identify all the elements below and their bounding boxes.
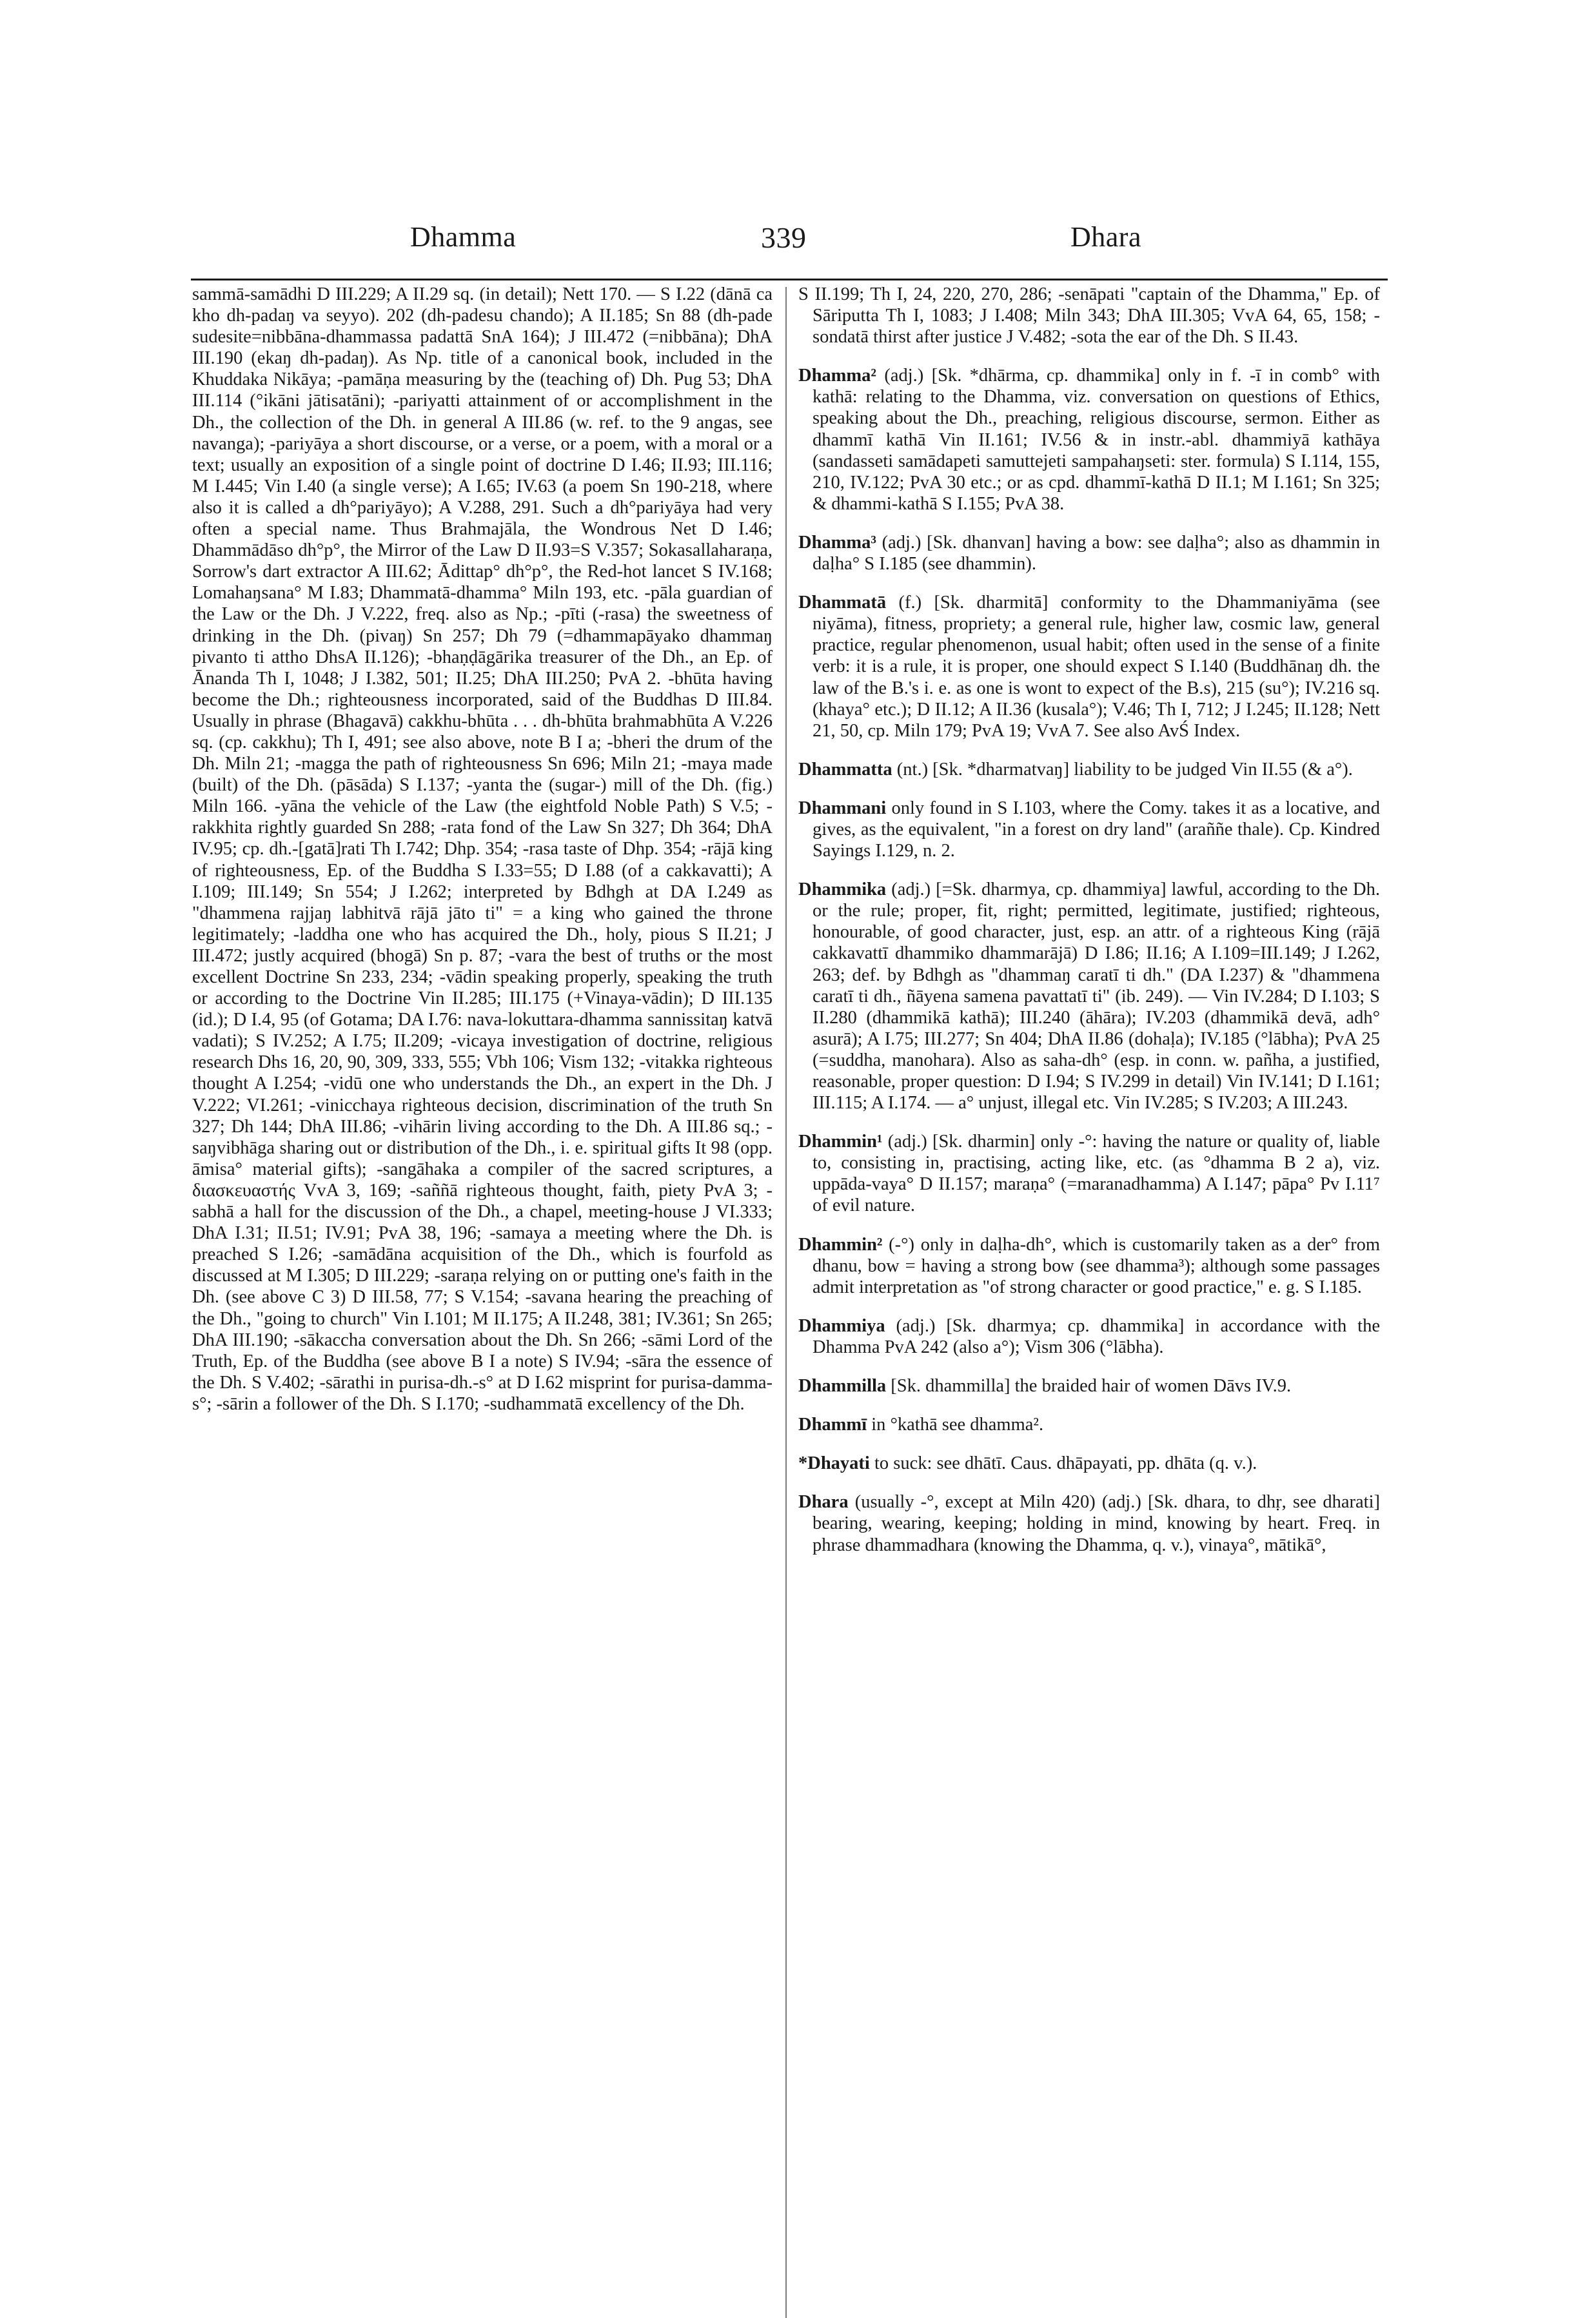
entry-definition: (-°) only in daḷha-dh°, which is customarily taken as a der° from dhanu, bow = having a strong bow (see dhamma³); although some passages admit interpretation as "of strong character or good practice," e. g. S I.185. — [813, 1234, 1380, 1297]
right-column — [798, 284, 1380, 1573]
continuation-entry — [798, 284, 1380, 348]
entry-definition: [Sk. dhammilla] the braided hair of women Dāvs IV.9. — [891, 1376, 1292, 1397]
entry-definition: to suck: see dhātī. Caus. dhāpayati, pp. dhāta (q. v.). — [874, 1453, 1257, 1474]
entry-headword: Dhamma² — [798, 366, 876, 386]
entry-headword: Dhammani — [798, 798, 887, 818]
entry-headword: Dhammin² — [798, 1234, 883, 1255]
running-head-left: Dhamma — [410, 221, 517, 253]
dictionary-entry — [798, 1491, 1380, 1555]
dictionary-entry — [798, 1375, 1380, 1397]
column-divider — [785, 287, 787, 2318]
entry-definition: in °kathā see dhamma². — [871, 1415, 1044, 1435]
entry-definition: (adj.) [Sk. dhanvan] having a bow: see daḷha°; also as dhammin in daḷha° S I.185 (see dhammin). — [813, 532, 1381, 575]
entry-headword: Dhammilla — [798, 1376, 887, 1397]
entry-definition: (nt.) [Sk. *dharmatvaŋ] liability to be judged Vin II.55 (& a°). — [896, 759, 1353, 780]
left-column-text: sammā-samādhi D III.229; A II.29 sq. (in detail); Nett 170. — S I.22 (dānā ca kho dh-padaŋ va seyyo). 202 (dh-padesu chando); A II.185; Sn 88 (dh-pade sudesite=nibbāna-dhammassa padattā SnA 164); J III.472 (=nibbāna); DhA III.190 (ekaŋ dh-padaŋ). As Np. title of a canonical book, included in the Khuddaka Nikāya; -pamāṇa measuring by the (teaching of) Dh. Pug 53; DhA III.114 (°ikāni jātisatāni); -pariyatti attainment of or accomplishment in the Dh., the collection of the Dh. in general A III.86 (w. ref. to the 9 angas, see navanga); -pariyāya a short discourse, or a verse, or a poem, with a moral or a text; usually an exposition of a single point of doctrine D I.46; II.93; III.116; M I.445; Vin I.40 (a single verse); A I.65; IV.63 (a poem Sn 190-218, where also it is called a dh°pariyāyo); A V.288, 291. Such a dh°pariyāya had very often a special name. Thus Brahmajāla, the Wondrous Net D I.46; Dhammādāso dh°p°, the Mirror of the Law D II.93=S V.357; Sokasallaharaṇa, Sorrow's dart extractor A III.62; Ādittap° dh°p°, the Red-hot lancet S IV.168; Lomahaŋsana° M I.83; Dhammatā-dhamma° Miln 193, etc. -pāla guardian of the Law or the Dh. J V.222, freq. also as Np.; -pīti (-rasa) the sweetness of drinking in the Dh. (pivaŋ) Sn 257; Dh 79 (=dhammapāyako dhammaŋ pivanto ti attho DhsA II.126); -bhaṇḍāgārika treasurer of the Dh., an Ep. of Ānanda Th I, 1048; J I.382, 501; II.25; DhA III.250; PvA 2. -bhūta having become the Dh.; righteousness incorporated, said of the Buddhas D III.84. Usually in phrase (Bhagavā) cakkhu-bhūta . . . dh-bhūta brahmabhūta A V.226 sq. (cp. cakkhu); Th I, 491; see also above, note B I a; -bheri the drum of the Dh. Miln 21; -magga the path of righteousness Sn 696; Miln 21; -maya made (built) of the Dh. (pāsāda) S I.137; -yanta the (sugar-) mill of the Dh. (fig.) Miln 166. -yāna the vehicle of the Law (the eightfold Noble Path) S V.5; -rakkhita rightly guarded Sn 288; -rata fond of the Law Sn 327; Dh 364; DhA IV.95; cp. dh.-[gatā]rati Th I.742; Dhp. 354; -rasa taste of Dhp. 354; -rājā king of righteousness, Ep. of the Buddha S I.33=55; D I.88 (of a cakkavatti); A I.109; III.149; Sn 554; J I.262; interpreted by Bdhgh at DA I.249 as "dhammena rajjaŋ labhitvā rājā jāto ti" = a king who gained the throne legitimately; -laddha one who has acquired the Dh., holy, pious S II.21; J III.472; justly acquired (bhogā) Sn p. 87; -vara the best of truths or the most excellent Doctrine Sn 233, 234; -vādin speaking properly, speaking the truth or according to the Doctrine Vin II.285; III.175 (+Vinaya-vādin); D III.135 (id.); D I.4, 95 (of Gotama; DA I.76: nava-lokuttara-dhamma sannissitaŋ katvā vadati); S IV.252; A I.75; II.209; -vicaya investigation of doctrine, religious research Dhs 16, 20, 90, 309, 333, 555; Vbh 106; Vism 132; -vitakka righteous thought A I.254; -vidū one who understands the Dh., an expert in the Dh. J V.222; VI.261; -vinicchaya righteous decision, discrimination of the truth Sn 327; Dh 144; DhA III.86; -vihārin living according to the Dh. A III.86 sq.; -saŋvibhāga sharing out or distribution of the Dh., i. e. spiritual gifts It 98 (opp. āmisa° material gifts); -sangāhaka a compiler of the sacred scriptures, a διασκευαστής VvA 3, 169; -saññā righteous thought, faith, piety PvA 3; -sabhā a hall for the discussion of the Dh., a chapel, meeting-house J VI.333; DhA I.31; II.51; IV.91; PvA 38, 196; -samaya a meeting where the Dh. is preached S I.26; -samādāna acquisition of the Dh., which is fourfold as discussed at M I.305; D III.229; -saraṇa relying on or putting one's faith in the Dh. (see above C 3) D III.58, 77; S V.154; -savana hearing the preaching of the Dh., "going to church" Vin I.101; M II.175; A II.248, 381; IV.361; Sn 265; DhA III.190; -sākaccha conversation about the Dh. Sn 266; -sāmi Lord of the Truth, Ep. of the Buddha (see above B I a note) S IV.94; -sāra the essence of the Dh. S V.402; -sārathi in purisa-dh.-s° at D I.62 misprint for purisa-damma-s°; -sārin a follower of the Dh. S I.170; -sudhammatā excellency of the Dh. — [192, 284, 773, 1414]
header-rule — [191, 279, 1388, 280]
dictionary-entry — [798, 1315, 1380, 1358]
entry-definition: (adj.) [Sk. dharmin] only -°: having the nature or quality of, liable to, consisting in, practising, acting like, etc. (as °dhamma B 2 a), viz. uppāda-vaya° D II.157; maraṇa° (=maranadhamma) A I.147; pāpa° Pv I.11⁷ of evil nature. — [813, 1132, 1381, 1216]
entry-definition: only found in S I.103, where the Comy. takes it as a locative, and gives, as the equivalent, "in a forest on dry land" (araññe thale). Cp. Kindred Sayings I.129, n. 2. — [813, 798, 1380, 861]
entry-headword: Dhara — [798, 1492, 849, 1513]
dictionary-entry — [798, 592, 1380, 742]
entry-headword: Dhammatta — [798, 759, 892, 780]
page-number: 339 — [761, 221, 807, 254]
entry-definition: (adj.) [Sk. *dhārma, cp. dhammika] only in f. -ī in comb° with kathā: relating to the Dhamma, viz. conversation on questions of Ethics, speaking about the Dh., preaching, religious discourse, sermon. Either as dhammī kathā Vin II.161; IV.56 & in instr.-abl. dhammiyā kathāya (sandasseti samādapeti samuttejeti sampahaŋseti: ster. formula) S I.114, 155, 210, IV.122; PvA 30 etc.; or as cpd. dhammī-kathā D II.1; M I.161; Sn 325; & dhammi-kathā S I.155; PvA 38. — [813, 366, 1380, 514]
dictionary-entry — [798, 365, 1380, 515]
dictionary-entry — [798, 1234, 1380, 1298]
entry-headword: Dhamma³ — [798, 532, 876, 553]
dictionary-entry — [798, 798, 1380, 861]
entry-headword: Dhammika — [798, 879, 887, 900]
dictionary-entry — [798, 1453, 1380, 1474]
entry-headword: Dhammatā — [798, 593, 887, 613]
dictionary-entry — [798, 1414, 1380, 1435]
running-head-right: Dhara — [1070, 221, 1141, 253]
entry-definition: (adj.) [=Sk. dharmya, cp. dhammiya] lawful, according to the Dh. or the rule; proper, fit, right; permitted, legitimate, justified; righteous, honourable, of good character, just, esp. an attr. of a righteous King (rājā cakkavattī dhammiko dhammarājā) D I.86; II.16; A I.109=III.149; J I.262, 263; def. by Bdhgh as "dhammaŋ caratī ti dh." (DA I.237) & "dhammena caratī ti dh., ñāyena samena pavattatī ti" (ib. 249). — Vin IV.284; D I.103; S II.280 (dhammikā kathā); III.240 (āhāra); IV.203 (dhammikā devā, adh° asurā); A I.75; III.277; Sn 404; DhA II.86 (dohaḷa); IV.185 (°lābha); PvA 25 (=suddha, manohara). Also as saha-dh° (esp. in conn. w. pañha, a justified, reasonable, proper question: D I.94; S IV.299 in detail) Vin IV.141; D I.161; III.115; A I.174. — a° unjust, illegal etc. Vin IV.285; S IV.203; A III.243. — [813, 879, 1381, 1114]
entry-definition: (usually -°, except at Miln 420) (adj.) [Sk. dhara, to dhṛ, see dharati] bearing, wearing, keeping; holding in mind, knowing by heart. Freq. in phrase dhammadhara (knowing the Dhamma, q. v.), vinaya°, mātikā°, — [813, 1492, 1380, 1555]
dictionary-entry — [798, 1131, 1380, 1216]
continuation-text: S II.199; Th I, 24, 220, 270, 286; -senāpati "captain of the Dhamma," Ep. of Sāriputta Th I, 1083; J I.408; Miln 343; DhA III.305; VvA 64, 65, 158; -sondatā thirst after justice J V.482; -sota the ear of the Dh. S II.43. — [798, 284, 1380, 348]
entry-definition: (f.) [Sk. dharmitā] conformity to the Dhammaniyāma (see niyāma), fitness, propriety; a general rule, higher law, cosmic law, general practice, regular phenomenon, usual habit; often used in the sense of a finite verb: it is a rule, it is proper, one should expect S I.140 (Buddhānaŋ dh. the law of the B.'s i. e. as one is wont to expect of the B.s), 215 (su°); IV.216 sq. (khaya° etc.); D II.12; A II.36 (kusala°); V.46; Th I, 712; J I.245; II.128; Nett 21, 50, cp. Miln 179; PvA 19; VvA 7. See also AvŚ Index. — [813, 593, 1380, 741]
left-column — [192, 284, 773, 1415]
dictionary-entry — [798, 532, 1380, 575]
entry-headword: *Dhayati — [798, 1453, 870, 1474]
entry-headword: Dhammī — [798, 1415, 867, 1435]
entry-definition: (adj.) [Sk. dharmya; cp. dhammika] in accordance with the Dhamma PvA 242 (also a°); Vism 306 (°lābha). — [813, 1315, 1380, 1357]
dictionary-entry — [798, 759, 1380, 780]
entry-headword: Dhammiya — [798, 1315, 885, 1336]
dictionary-entry — [798, 879, 1380, 1114]
entry-headword: Dhammin¹ — [798, 1132, 883, 1152]
